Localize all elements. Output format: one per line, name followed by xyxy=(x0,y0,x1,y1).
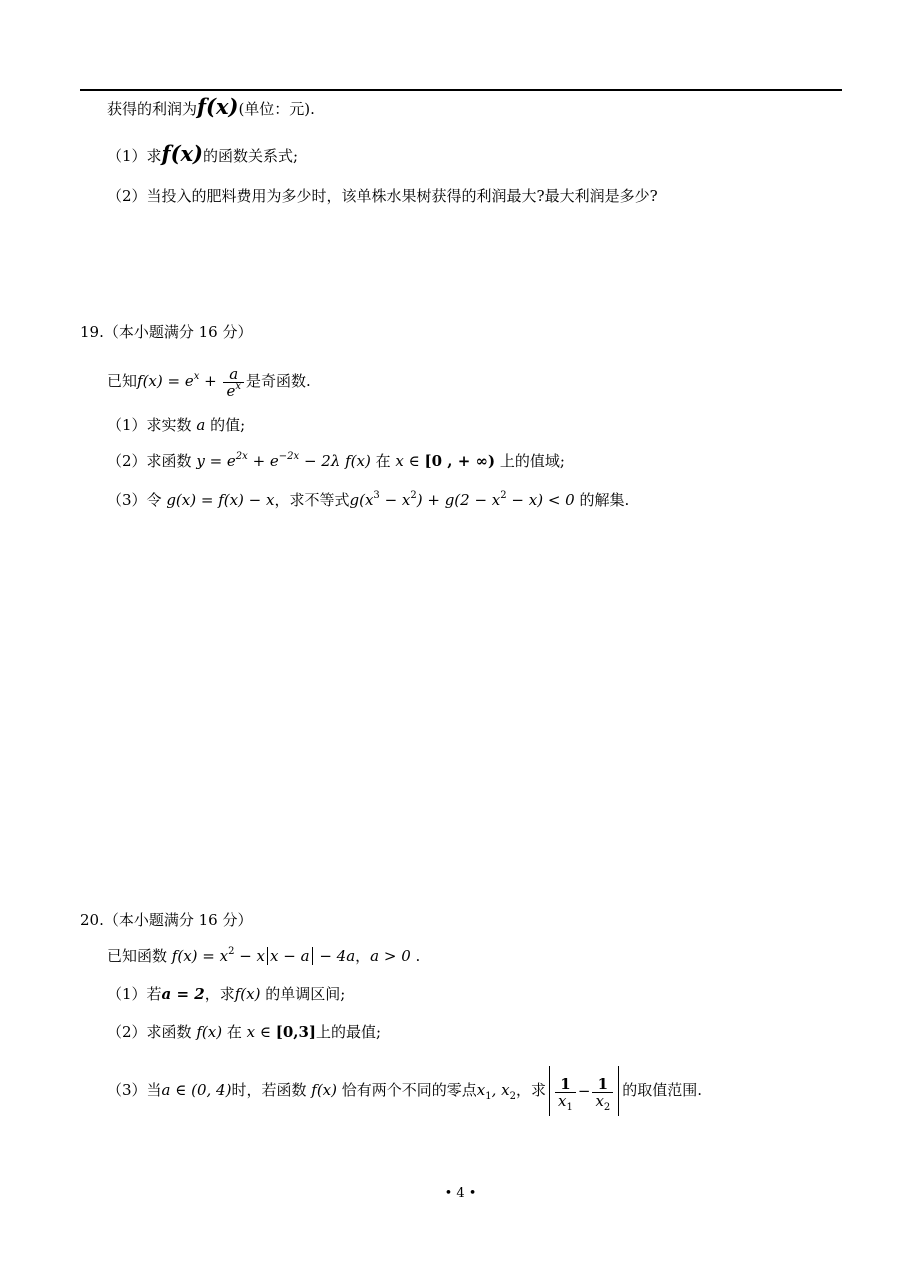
header-rule xyxy=(80,89,842,91)
problem-20-given: 已知函数 $f(x) = x^2 - x$ x − a − 4a，a > 0 . xyxy=(107,946,421,965)
problem-20-q3: （3）当a ∈ (0, 4)时，若函数 f(x) 恰有两个不同的零点$x_1$, $x_2$，求 $\frac{1}{x_1}$ − $\frac{1}{x_2}$ 的取值范围. xyxy=(107,1066,702,1116)
problem-19-q2: （2）求函数 $y = e^{2x} + e^{-2x} - 2\lambda$ f(x) 在 x ∈ [0 , + ∞) 上的值域; xyxy=(107,451,565,470)
page-number: • 4 • xyxy=(444,1186,477,1201)
fx-expression: f(x) xyxy=(197,94,239,119)
problem-19-given: 已知$f(x) = e^x$ + $\frac{a}{e^x}$ 是奇函数. xyxy=(107,364,311,400)
problem-20-header: 20.（本小题满分 16 分） xyxy=(80,911,253,929)
problem-20-q2: （2）求函数 f(x) 在 x ∈ [0,3]上的最值; xyxy=(107,1023,382,1041)
absolute-value: x − a xyxy=(267,947,313,965)
problem-20-q1: （1）若a = 2，求f(x) 的单调区间; xyxy=(107,985,346,1003)
top-q2: （2）当投入的肥料费用为多少时，该单株水果树获得的利润最大?最大利润是多少? xyxy=(107,187,658,205)
problem-19-q1: （1）求实数 a 的值; xyxy=(107,416,246,434)
problem-19-q3: （3）令 g(x) = f(x) − x，求不等式$g(x^3 - x^2) + g(2 - x^2 - x) < 0$ 的解集. xyxy=(107,490,630,509)
top-q1: （1）求f(x)的函数关系式; xyxy=(107,141,299,166)
abs-fraction-difference: $\frac{1}{x_1}$ − $\frac{1}{x_2}$ xyxy=(549,1066,619,1116)
fraction-a-over-ex: $\frac{a}{e^x}$ xyxy=(223,366,244,399)
problem-19-header: 19.（本小题满分 16 分） xyxy=(80,323,253,341)
intro-line: 获得的利润为f(x)(单位：元). xyxy=(107,94,315,119)
